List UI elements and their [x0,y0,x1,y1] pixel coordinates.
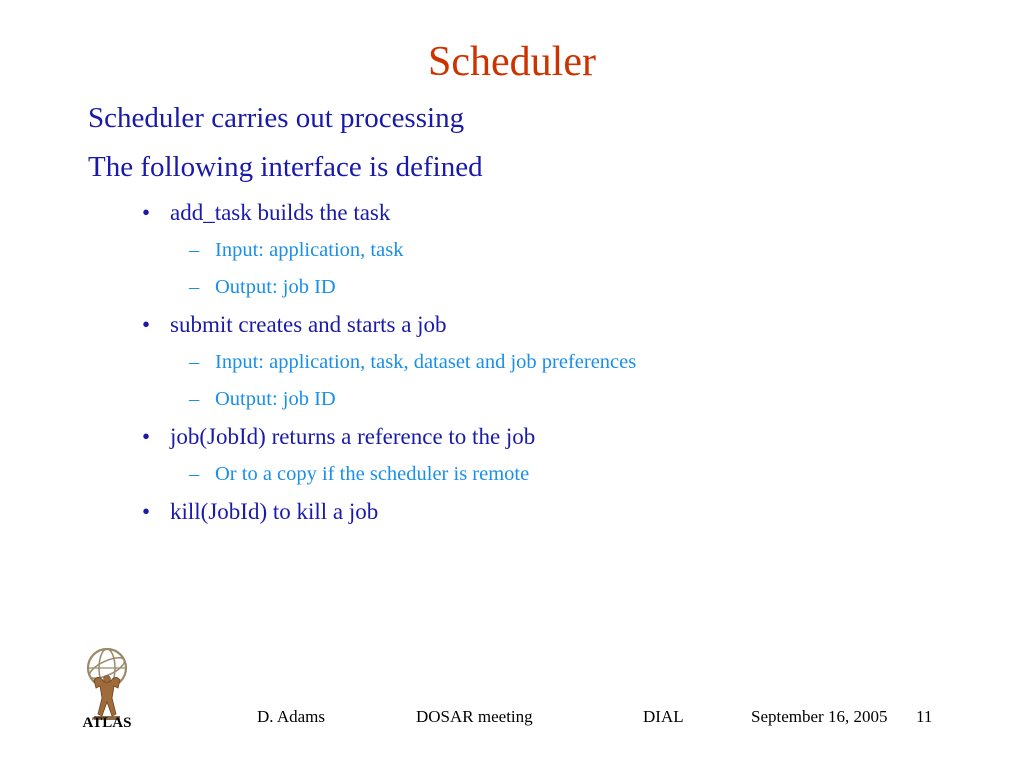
bullet-add-task [88,198,988,228]
bullet-text: job(JobId) returns a reference to the job [170,424,536,449]
atlas-logo-label: ATLAS [82,715,132,731]
dash-marker: – [189,239,200,261]
sub-bullet-submit-input [88,348,988,376]
bullet-submit [88,310,988,340]
slide-body [88,100,988,535]
dash-marker: – [189,351,200,373]
footer-date: September 16, 2005 [751,707,888,726]
dash-marker: – [189,276,200,298]
bullet-marker: • [142,499,151,524]
footer-project: DIAL [643,707,684,726]
slide-title: Scheduler [428,39,596,85]
footer-author: D. Adams [257,707,325,726]
bullet-text: kill(JobId) to kill a job [170,499,379,524]
bullet-text: add_task builds the task [170,200,391,225]
sub-bullet-job-copy [88,460,988,488]
bullet-marker: • [142,424,151,449]
footer-page-number: 11 [916,707,933,726]
sub-bullet-add-task-input [88,236,988,264]
body-line-interface: The following interface is defined [88,151,483,183]
sub-bullet-submit-output [88,385,988,413]
bullet-marker: • [142,312,151,337]
sub-bullet-text: Output: job ID [215,276,336,298]
footer-event: DOSAR meeting [416,707,533,726]
bullet-kill [88,497,988,527]
dash-marker: – [189,388,200,410]
bullet-text: submit creates and starts a job [170,312,447,337]
sub-bullet-text: Or to a copy if the scheduler is remote [215,463,530,485]
dash-marker: – [189,463,200,485]
body-line-processing: Scheduler carries out processing [88,102,465,134]
sub-bullet-add-task-output [88,273,988,301]
sub-bullet-text: Output: job ID [215,388,336,410]
sub-bullet-text: Input: application, task [215,239,404,261]
bullet-marker: • [142,200,151,225]
sub-bullet-text: Input: application, task, dataset and job preferences [215,351,637,373]
bullet-job [88,422,988,452]
